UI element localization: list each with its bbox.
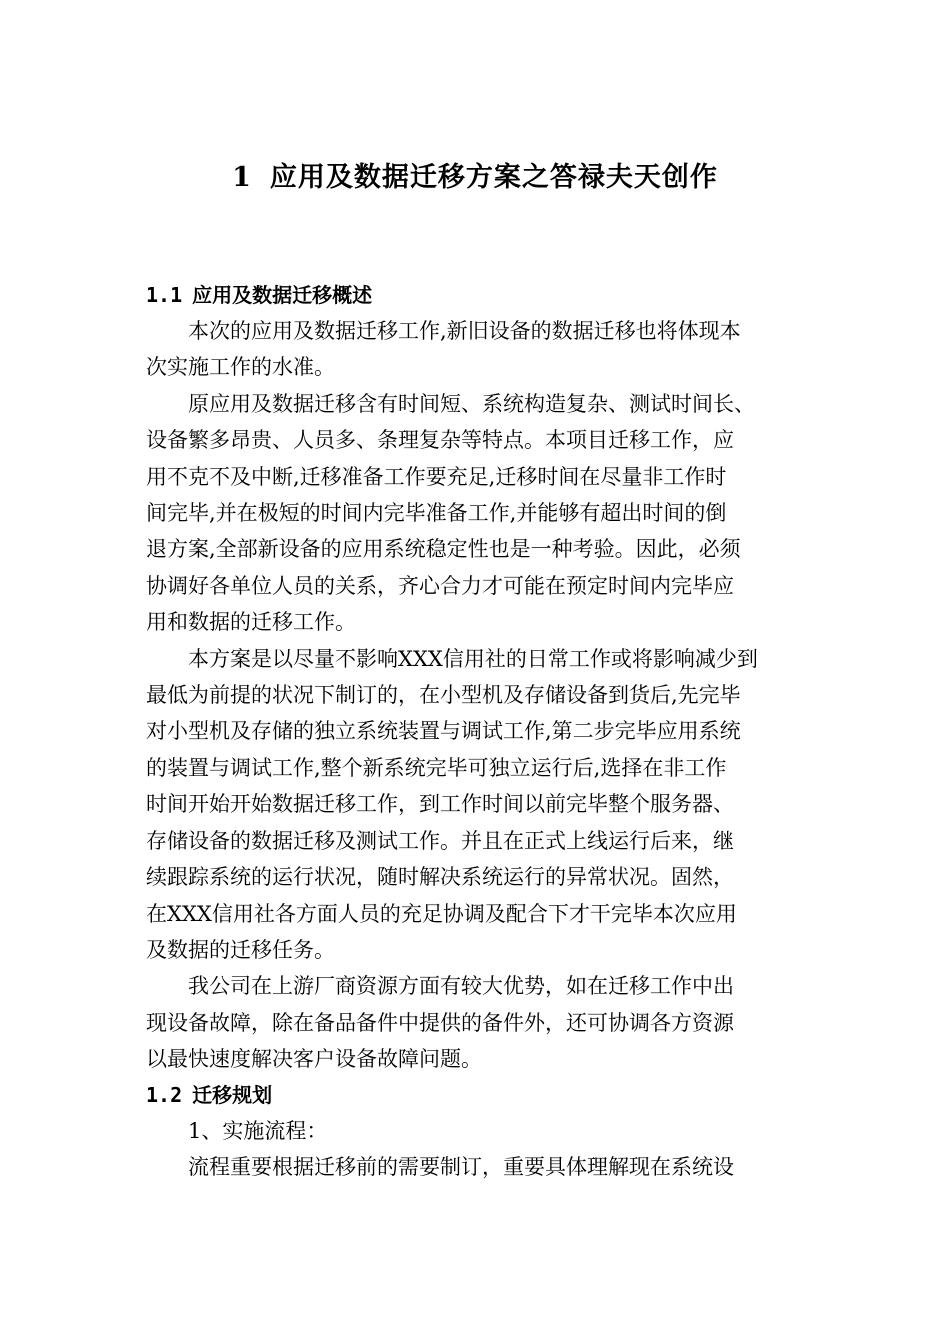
section-title: 迁移规划 <box>192 1082 273 1107</box>
text-line: 现设备故障，除在备品备件中提供的备件外，还可协调各方资源 <box>146 1010 734 1035</box>
text-line: 我公司在上游厂商资源方面有较大优势，如在迁移工作中出 <box>188 974 734 999</box>
text-line: 用和数据的迁移工作。 <box>146 610 356 635</box>
paragraph <box>146 313 808 386</box>
text-line: 本次的应用及数据迁移工作,新旧设备的数据迁移也将体现本 <box>188 319 741 343</box>
text-line: 本方案是以尽量不影响XXX信用社的日常工作或将影响减少到 <box>188 646 758 671</box>
text-line: 以最快速度解决客户设备故障问题。 <box>146 1047 482 1072</box>
text-line: 对小型机及存储的独立系统装置与调试工作,第二步完毕应用系统 <box>146 719 741 744</box>
paragraph <box>146 1113 808 1149</box>
text-line: 退方案,全部新设备的应用系统稳定性也是一种考验。因此，必须 <box>146 537 741 562</box>
section-number: 1.2 <box>146 1082 183 1107</box>
paragraph <box>146 968 808 1077</box>
title-number: 1 <box>232 162 252 193</box>
title-text: 应用及数据迁移方案之答禄夫天创作 <box>269 162 718 193</box>
text-line: 次实施工作的水准。 <box>146 355 335 380</box>
text-line: 设备繁多昂贵、人员多、条理复杂等特点。本项目迁移工作，应 <box>146 428 734 453</box>
text-line: 存储设备的数据迁移及测试工作。并且在正式上线运行后来，继 <box>146 828 734 853</box>
section-heading-1-1 <box>146 278 808 313</box>
text-line: 续跟踪系统的运行状况，随时解决系统运行的异常状况。固然， <box>146 865 734 890</box>
paragraph <box>146 641 808 969</box>
text-line: 1、实施流程： <box>188 1118 328 1143</box>
paragraph <box>146 386 808 641</box>
text-line: 原应用及数据迁移含有时间短、系统构造复杂、测试时间长、 <box>188 391 755 416</box>
paragraph <box>146 1149 808 1185</box>
section-title: 应用及数据迁移概述 <box>192 283 373 307</box>
document-body <box>146 278 808 1185</box>
text-line: 协调好各单位人员的关系，齐心合力才可能在预定时间内完毕应 <box>146 573 734 598</box>
section-number: 1.1 <box>146 283 183 307</box>
section-heading-1-2 <box>146 1078 808 1113</box>
text-line: 用不克不及中断,迁移准备工作要充足,迁移时间在尽量非工作时 <box>146 464 727 489</box>
document-title <box>0 158 950 198</box>
text-line: 及数据的迁移任务。 <box>146 937 335 962</box>
text-line: 流程重要根据迁移前的需要制订，重要具体理解现在系统设 <box>188 1154 734 1179</box>
text-line: 在XXX信用社各方面人员的充足协调及配合下才干完毕本次应用 <box>146 901 737 926</box>
text-line: 时间开始开始数据迁移工作，到工作时间以前完毕整个服务器、 <box>146 792 734 817</box>
text-line: 的装置与调试工作,整个新系统完毕可独立运行后,选择在非工作 <box>146 755 727 780</box>
text-line: 间完毕,并在极短的时间内完毕准备工作,并能够有超出时间的倒 <box>146 501 727 526</box>
text-line: 最低为前提的状况下制订的，在小型机及存储设备到货后,先完毕 <box>146 683 741 708</box>
